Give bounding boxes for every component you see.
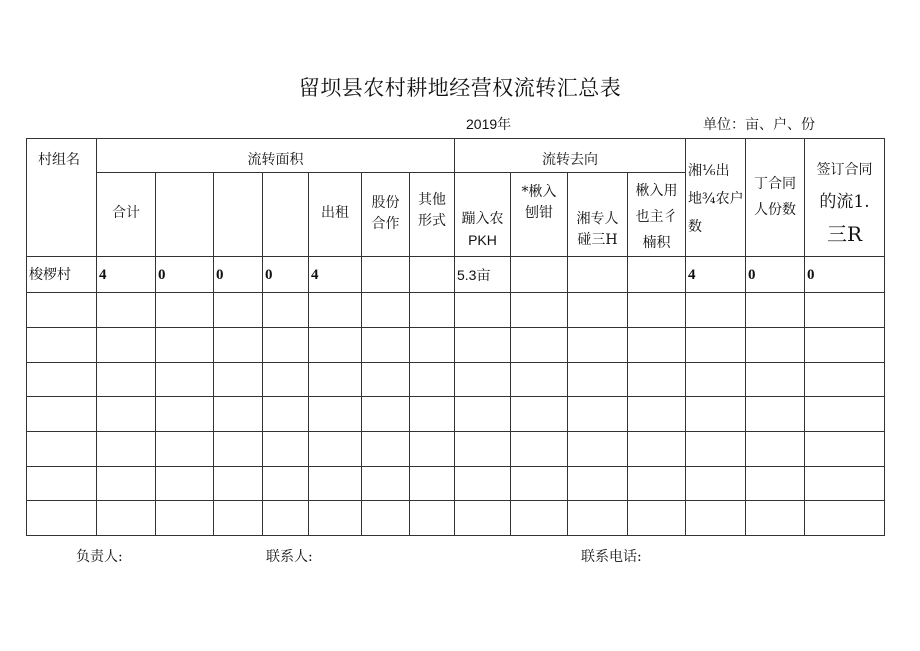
header-village: 村组名 [38, 151, 80, 168]
header-to-cooperatives [511, 176, 567, 230]
header-to-farmers-line: PKH [468, 232, 497, 248]
row-other [410, 258, 456, 292]
row-households: 4 [688, 266, 696, 283]
row-total: 4 [99, 266, 107, 283]
header-signed-line: 的流1. [819, 192, 870, 212]
header-to-companies [568, 206, 627, 254]
header-contracts-line: 丁合同 [754, 176, 796, 192]
header-contracts [746, 168, 804, 226]
header-households-line: 湘⅙出 [688, 163, 730, 179]
row-to-coop [511, 258, 569, 292]
header-contracts-line: 人份数 [754, 202, 796, 218]
header-to-other-line: 也主彳 [635, 209, 678, 225]
row-to-other [628, 258, 687, 292]
table-border-left [26, 138, 27, 536]
header-signed-line: 签订合同 [816, 162, 873, 178]
header-other-line: 其他 [418, 192, 446, 208]
row-village-name: 梭椤村 [29, 266, 71, 283]
header-transfer-area: 流转面积 [247, 151, 304, 168]
header-to-other [628, 178, 685, 256]
header-transfer-direction: 流转去向 [542, 151, 598, 168]
row-value: 0 [216, 266, 224, 283]
row-to-company [568, 258, 629, 292]
header-households-line: 地¾农户 [688, 191, 744, 207]
row-contracts: 0 [748, 266, 756, 283]
header-other-line: 形式 [418, 213, 446, 229]
footer-contact: 联系人: [266, 549, 313, 565]
table-border-right [884, 138, 885, 536]
header-to-coop-line: 刨钳 [525, 205, 553, 221]
row-rent: 4 [311, 266, 319, 283]
header-to-company-line: 碰三H [577, 232, 618, 248]
footer-responsible: 负责人: [76, 549, 123, 565]
header-signed-line: 三R [826, 222, 863, 246]
row-to-farmers: 5.3亩 [457, 266, 491, 283]
header-to-other-line: 楸入用 [635, 183, 678, 199]
table-border-top [26, 138, 885, 139]
header-total: 合计 [112, 204, 140, 221]
row-share [362, 258, 411, 292]
row-value: 0 [265, 266, 273, 283]
header-to-coop-line: *楸入 [521, 184, 557, 200]
column-line [155, 172, 156, 536]
header-rent: 出租 [321, 204, 349, 221]
header-to-farmers [455, 206, 510, 254]
header-to-other-line: 楠积 [642, 235, 671, 251]
header-to-farmers-line: 蹦入农 [461, 211, 504, 227]
unit-label: 单位：亩、户、份 [703, 117, 815, 133]
header-other-forms [410, 184, 454, 238]
header-divider [96, 172, 686, 173]
column-line [262, 172, 263, 536]
column-line [213, 172, 214, 536]
document-title: 留坝县农村耕地经营权流转汇总表 [298, 76, 622, 100]
report-year: 2019年 [466, 116, 512, 132]
header-share-line: 合作 [371, 216, 400, 232]
column-line [454, 138, 455, 536]
row-signed: 0 [807, 266, 815, 283]
header-share-line: 股份 [371, 195, 400, 211]
header-households-line: 数 [688, 219, 702, 235]
header-households [686, 144, 747, 254]
footer-phone: 联系电话: [581, 549, 642, 565]
row-value: 0 [158, 266, 166, 283]
header-signed-contracts [805, 152, 884, 252]
header-to-company-line: 湘专人 [576, 211, 619, 227]
header-share-cooperation [362, 188, 409, 240]
